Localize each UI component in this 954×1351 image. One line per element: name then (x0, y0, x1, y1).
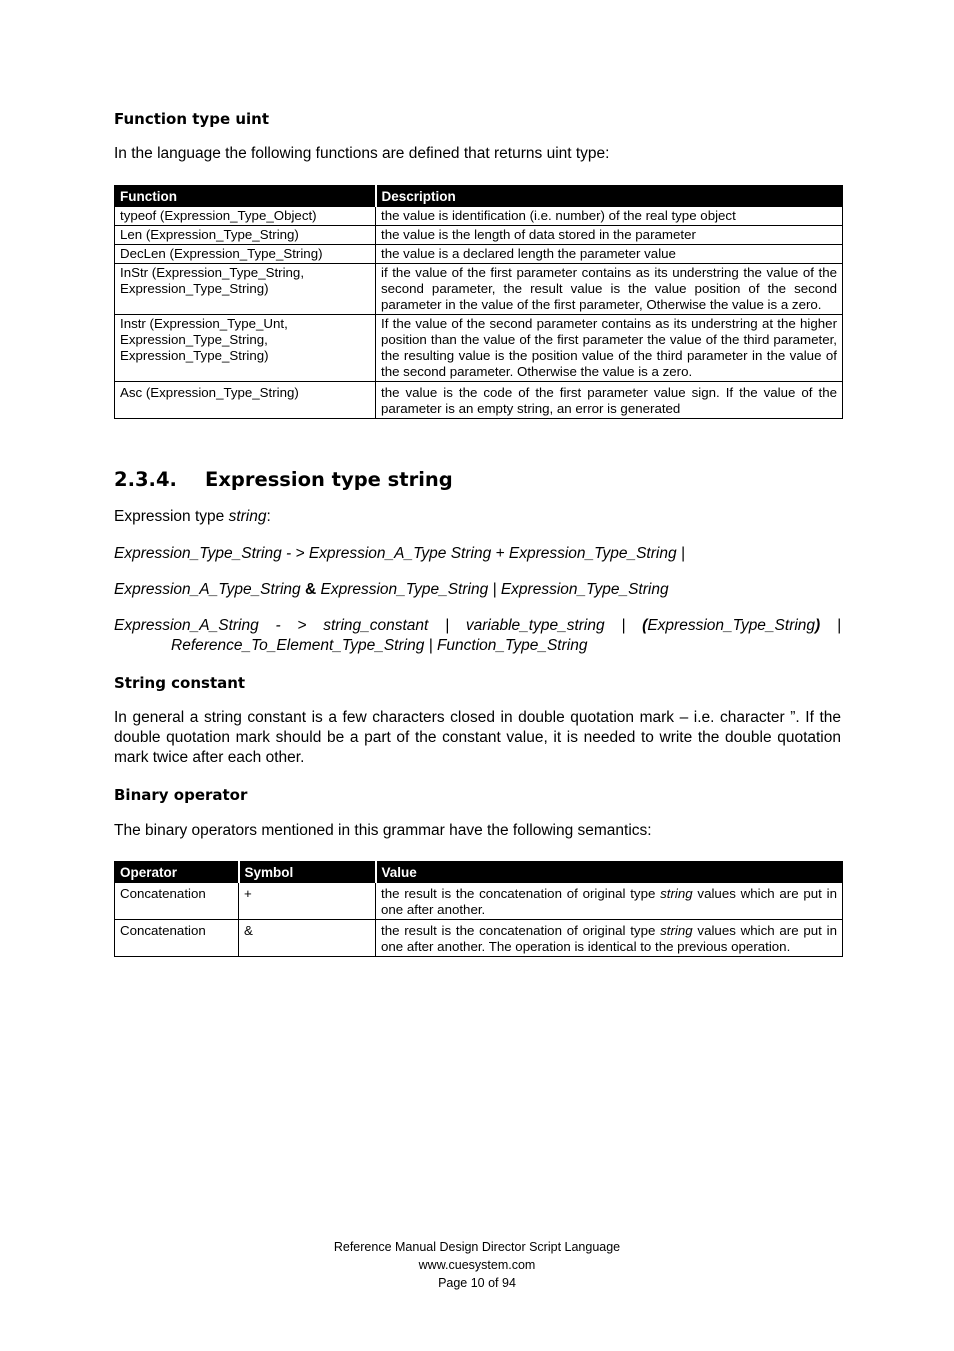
function-cell: Instr (Expression_Type_Unt, Expression_Type_String, Expression_Type_String) (115, 315, 376, 382)
value-text: the result is the concatenation of original type (381, 923, 661, 938)
table-row (115, 315, 843, 382)
paren-close: ) (815, 617, 821, 634)
string-constant-text: In general a string constant is a few characters closed in double quotation mark – i.e. character ”. If the double quotation mark should be a part of the constant value, it is needed to write the double quotation mark twice after each other. (114, 709, 841, 766)
value-text: the result is the concatenation of original type (381, 886, 661, 901)
function-cell: DecLen (Expression_Type_String) (115, 245, 376, 264)
description-cell: if the value of the first parameter contains as its understring the value of the second parameter, the result value is the value position of the second parameter in the value of the first parameter, Otherwise the value is a zero. (376, 264, 843, 315)
grammar-token: > (297, 617, 307, 634)
intro-colon: : (266, 508, 271, 525)
value-italic: string (660, 923, 693, 938)
table-header-row (115, 862, 843, 883)
table-row (115, 245, 843, 264)
grammar-token: - (275, 617, 281, 634)
uint-functions-table (114, 185, 843, 419)
column-header-value: Value (376, 862, 843, 883)
table-header-row (115, 186, 843, 207)
heading-binary-operator: Binary operator (114, 786, 248, 804)
column-header-function: Function (115, 186, 376, 207)
grammar-token: string_constant (323, 617, 429, 634)
column-header-operator: Operator (115, 862, 239, 883)
value-text: values which are put in one after another. (381, 886, 837, 917)
symbol-cell: & (239, 920, 376, 957)
heading-function-type-uint: Function type uint (114, 110, 270, 128)
value-italic: string (660, 886, 693, 901)
description-cell: the value is identification (i.e. number) of the real type object (376, 207, 843, 226)
column-header-symbol: Symbol (239, 862, 376, 883)
table-row (115, 207, 843, 226)
operator-cell: Concatenation (115, 883, 239, 920)
grammar-token: variable_type_string (465, 617, 605, 634)
grammar-token: | (621, 617, 626, 634)
string-intro (114, 507, 841, 527)
footer-title: Reference Manual Design Director Script Language (333, 1240, 621, 1254)
grammar-amp: & (304, 581, 317, 598)
description-cell: the value is the length of data stored in the parameter (376, 226, 843, 245)
binary-operator-intro: The binary operators mentioned in this grammar have the following semantics: (114, 822, 652, 839)
table-row (115, 382, 843, 419)
uint-intro: In the language the following functions are defined that returns uint type: (114, 145, 610, 162)
grammar-token: | (836, 617, 841, 634)
table-row (115, 883, 843, 920)
column-header-description: Description (376, 186, 843, 207)
intro-italic: string (228, 508, 267, 525)
binary-operator-table (114, 861, 843, 957)
function-cell: Len (Expression_Type_String) (115, 226, 376, 245)
table-row (115, 920, 843, 957)
heading-string-constant: String constant (114, 674, 246, 692)
description-cell: the value is the code of the first parameter value sign. If the value of the parameter is an empty string, an error is generated (376, 382, 843, 419)
function-cell: Asc (Expression_Type_String) (115, 382, 376, 419)
intro-text: Expression type (114, 508, 229, 525)
grammar-part: Expression_A_Type_String (114, 581, 305, 598)
grammar-line-3 (114, 616, 841, 656)
section-title: Expression type string (205, 468, 453, 491)
paren-open: ( (642, 617, 648, 634)
grammar-token-paren (642, 616, 820, 636)
function-cell: InStr (Expression_Type_String, Expression_Type_String) (115, 264, 376, 315)
value-cell (376, 883, 843, 920)
grammar-line-2 (114, 580, 841, 600)
paren-inner: Expression_Type_String (647, 617, 816, 634)
description-cell: If the value of the second parameter contains as its understring at the higher position than the value of the first parameter the value of the third parameter, the resulting value is the position value of the third parameter in the value of the second parameter. Otherwise the value is a zero. (376, 315, 843, 382)
page-footer (0, 1238, 954, 1292)
grammar-line-4: Reference_To_Element_Type_String | Function_Type_String (171, 637, 588, 654)
table-row (115, 264, 843, 315)
symbol-cell: + (239, 883, 376, 920)
value-cell (376, 920, 843, 957)
grammar-part: Expression_Type_String | Expression_Type_String (316, 581, 669, 598)
grammar-token: | (445, 617, 450, 634)
table-row (115, 226, 843, 245)
description-cell: the value is a declared length the parameter value (376, 245, 843, 264)
grammar-token: Expression_A_String (114, 617, 259, 634)
section-number: 2.3.4. (114, 468, 177, 491)
section-heading-expression-type-string (114, 468, 453, 491)
footer-page-number: Page 10 of 94 (438, 1276, 516, 1290)
operator-cell: Concatenation (115, 920, 239, 957)
grammar-line-1: Expression_Type_String - > Expression_A_Type String + Expression_Type_String | (114, 545, 685, 562)
value-text: values which are put in one after another. The operation is identical to the previous operation. (381, 923, 837, 954)
function-cell: typeof (Expression_Type_Object) (115, 207, 376, 226)
footer-website: www.cuesystem.com (418, 1258, 536, 1272)
